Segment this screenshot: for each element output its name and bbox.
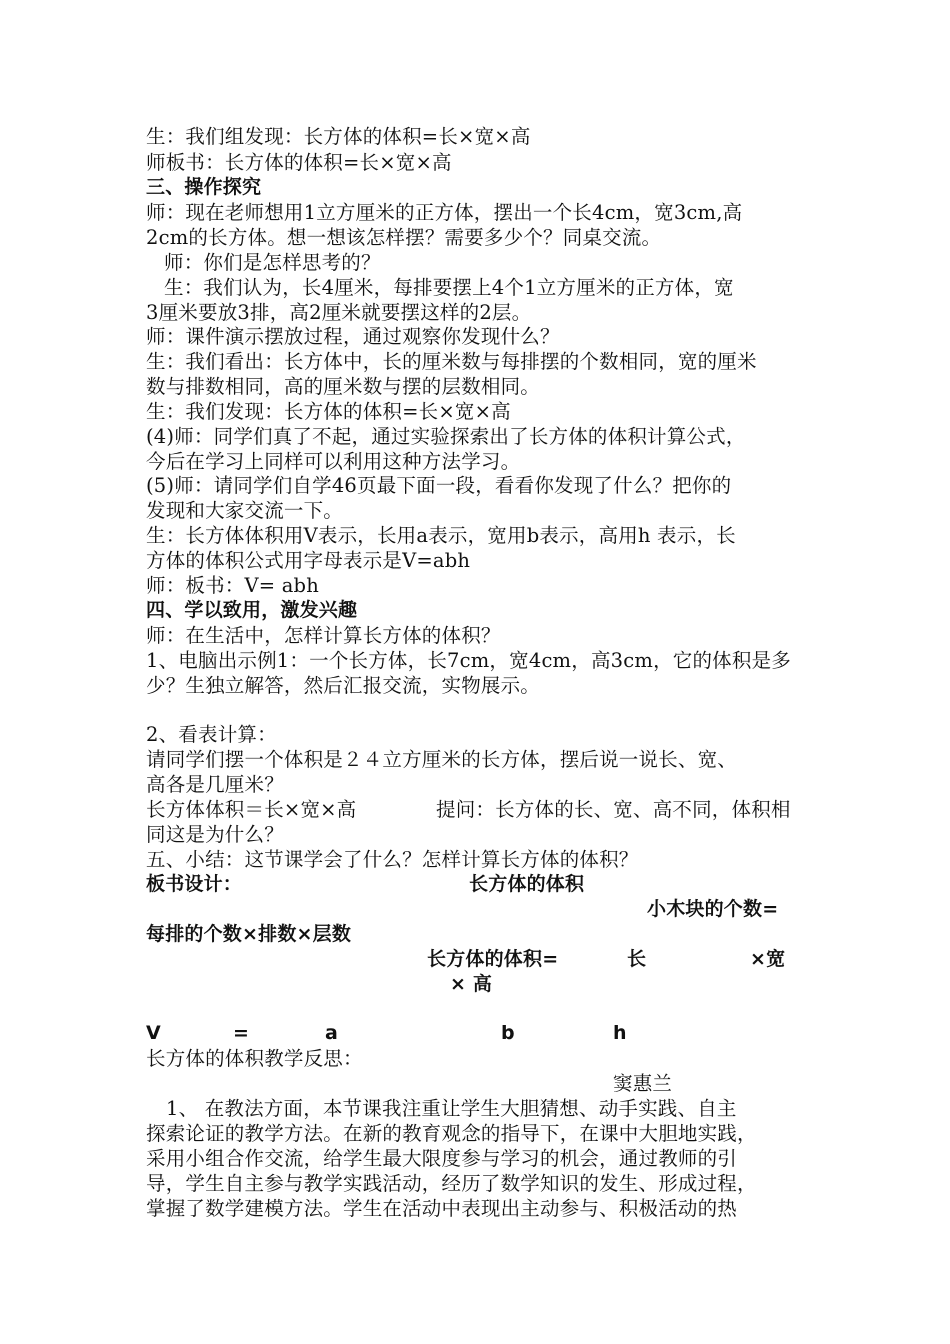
reflection-line: 掌握了数学建模方法。学生在活动中表现出主动参与、积极活动的热 <box>146 1197 738 1220</box>
reflection-author: 窦惠兰 <box>613 1072 673 1095</box>
text-line: 五、小结：这节课学会了什么？怎样计算长方体的体积？ <box>146 848 639 871</box>
board-count-label: 小木块的个数= <box>647 898 779 920</box>
text-line: 2cm的长方体。想一想该怎样摆？需要多少个？同桌交流。 <box>146 226 662 249</box>
board-v: V <box>146 1022 161 1044</box>
text-line: 师：在生活中，怎样计算长方体的体积？ <box>146 624 501 647</box>
text-line: 生：长方体体积用V表示，长用a表示，宽用b表示，高用h 表示，长 <box>146 524 736 547</box>
text-line: 生：我们看出：长方体中，长的厘米数与每排摆的个数相同，宽的厘米 <box>146 350 757 373</box>
board-title: 长方体的体积 <box>469 873 585 895</box>
text-line: 3厘米要放3排，高2厘米就要摆这样的2层。 <box>146 301 532 324</box>
text-line: 同这是为什么？ <box>146 823 284 846</box>
text-line: (4)师：同学们真了不起，通过实验探索出了长方体的体积计算公式， <box>146 425 746 448</box>
text-line: 师：现在老师想用1立方厘米的正方体，摆出一个长4cm，宽3cm,高 <box>146 201 743 224</box>
board-height: × 高 <box>450 973 493 995</box>
text-line: 长方体体积＝长×宽×高 <box>146 798 357 821</box>
text-line: 师：课件演示摆放过程，通过观察你发现什么？ <box>146 325 560 348</box>
text-line: 1、电脑出示例1：一个长方体，长7cm，宽4cm，高3cm，它的体积是多 <box>146 649 791 672</box>
text-line: 提问：长方体的长、宽、高不同，体积相 <box>436 798 791 821</box>
reflection-line: 采用小组合作交流，给学生最大限度参与学习的机会，通过教师的引 <box>146 1147 738 1170</box>
text-line: 2、看表计算： <box>146 723 277 746</box>
board-width: ×宽 <box>750 948 786 970</box>
reflection-line: 探索论证的教学方法。在新的教育观念的指导下，在课中大胆地实践， <box>146 1122 757 1145</box>
section-heading: 四、学以致用，激发兴趣 <box>146 599 358 621</box>
text-line: 请同学们摆一个体积是２４立方厘米的长方体，摆后说一说长、宽、 <box>146 748 738 771</box>
text-line: 生：我们组发现：长方体的体积=长×宽×高 <box>146 125 531 148</box>
text-line: (5)师：请同学们自学46页最下面一段，看看你发现了什么？把你的 <box>146 474 732 497</box>
board-volume-label: 长方体的体积= <box>427 948 559 970</box>
text-line: 少？生独立解答，然后汇报交流，实物展示。 <box>146 674 541 697</box>
text-line: 方体的体积公式用字母表示是V=abh <box>146 549 471 572</box>
board-count-formula: 每排的个数×排数×层数 <box>146 923 352 945</box>
board-length: 长 <box>627 948 647 970</box>
reflection-line: 导，学生自主参与教学实践活动，经历了数学知识的发生、形成过程， <box>146 1172 757 1195</box>
text-line: 高各是几厘米？ <box>146 773 284 796</box>
reflection-title: 长方体的体积教学反思： <box>146 1047 363 1070</box>
text-line: 今后在学习上同样可以利用这种方法学习。 <box>146 450 521 473</box>
text-line: 生：我们发现：长方体的体积=长×宽×高 <box>146 400 511 423</box>
text-line: 发现和大家交流一下。 <box>146 499 344 522</box>
text-line: 师板书：长方体的体积=长×宽×高 <box>146 151 452 174</box>
text-line: 数与排数相同，高的厘米数与摆的层数相同。 <box>146 375 541 398</box>
board-h: h <box>613 1022 627 1044</box>
board-design-label: 板书设计： <box>146 873 243 895</box>
section-heading: 三、操作探究 <box>146 176 262 198</box>
board-b: b <box>501 1022 515 1044</box>
board-equals: = <box>233 1022 250 1044</box>
text-line: 师：板书：V= abh <box>146 574 319 597</box>
text-line: 师：你们是怎样思考的？ <box>164 251 381 274</box>
board-a: a <box>325 1022 339 1044</box>
reflection-line: 1、 在教法方面，本节课我注重让学生大胆猜想、动手实践、自主 <box>166 1097 737 1120</box>
text-line: 生：我们认为，长4厘米，每排要摆上4个1立方厘米的正方体，宽 <box>164 276 734 299</box>
